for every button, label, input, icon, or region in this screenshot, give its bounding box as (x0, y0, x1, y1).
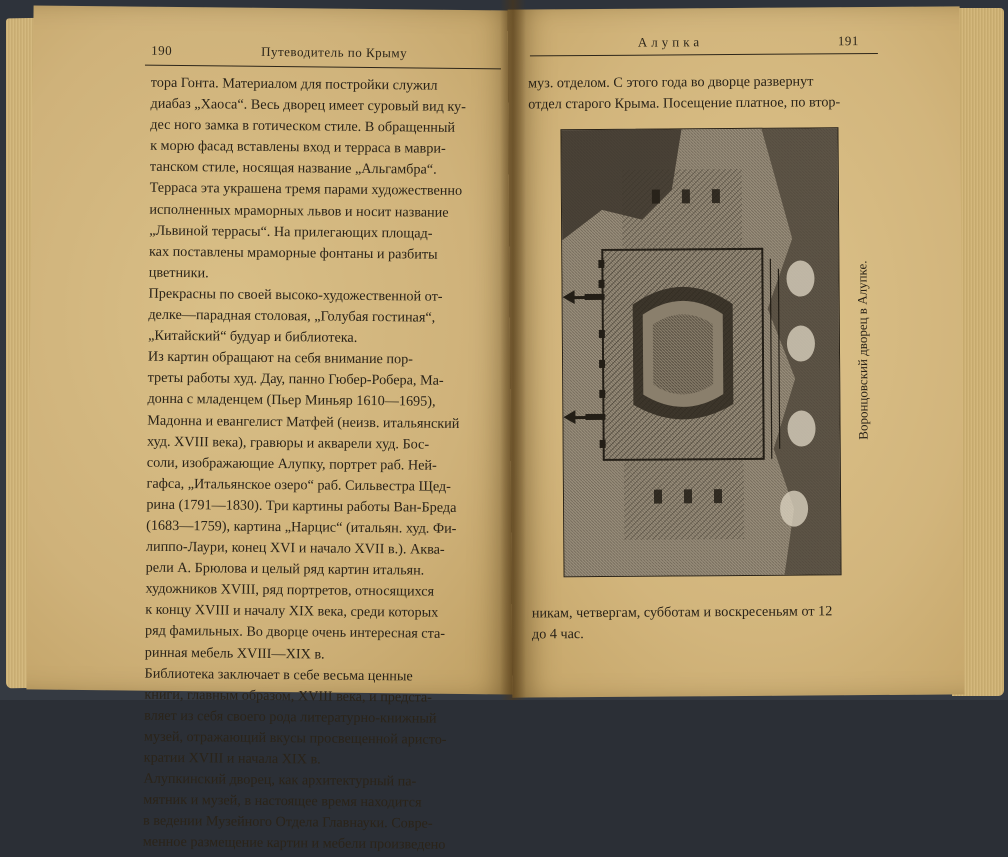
text-line: к концу XVIII и началу XIX века, среди которых (145, 602, 439, 622)
text-line: Из картин обращают на себя внимание пор- (147, 348, 414, 368)
text-line: Терраса эта украшена тремя парами художественно (149, 180, 463, 200)
left-page-text (143, 73, 511, 857)
text-line: треты работы худ. Дау, панно Гюбер-Робера, Ма- (147, 369, 444, 390)
left-page-number: 190 (151, 42, 173, 58)
text-line: Прекрасны по своей высоко-художественной от- (148, 285, 443, 305)
right-page-top-text (528, 71, 884, 116)
palace-illustration-image (561, 128, 840, 576)
text-line: (1683—1759), картина „Нарцис“ (итальян. худ. Фи- (146, 517, 457, 537)
right-running-head: Алупка (637, 34, 704, 50)
text-line: вляет из себя своего рода литературно-книжный (144, 707, 437, 727)
text-line: музей, отражающий вкусы просвещенной аристо- (143, 728, 447, 748)
text-line: муз. отделом. С этого года во дворце развернут (528, 73, 814, 92)
text-line: отдел старого Крыма. Посещение платное, по втор- (528, 94, 841, 113)
text-line: мятник и музей, в настоящее время находится (143, 791, 422, 811)
text-line: танском стиле, носящая название „Альгамбра“. (149, 159, 437, 179)
text-line: худ. XVIII века), гравюры и акварели худ. Бос- (146, 433, 430, 453)
text-line: липпо-Лаури, конец XVI и начало XVII в.). Аква- (145, 538, 445, 558)
text-line: дес ного замка в готическом стиле. В обращенный (150, 116, 456, 137)
text-line: исполненных мраморных львов и носит название (149, 201, 449, 221)
text-line: художников XVIII, ряд портретов, относящихся (145, 580, 435, 600)
palace-engraving (560, 127, 841, 577)
text-line: Мадонна и евангелист Матфей (неизв. итальянский (147, 412, 460, 432)
text-line: к морю фасад вставлены вход и терраса в маври- (150, 137, 446, 158)
text-line: донна с младенцем (Пьер Миньяр 1610—1695), (147, 391, 436, 411)
book-gutter (500, 0, 526, 700)
text-line: ках поставлены мраморные фонтаны и разбиты (148, 243, 438, 263)
text-line: „Львиной террасы“. На прилегающих площад- (149, 222, 433, 242)
text-line: тора Гонта. Материалом для постройки служил (150, 74, 438, 94)
text-line: ринная мебель XVIII—XIX в. (144, 644, 325, 663)
figure-caption-text: Воронцовский дворец в Алупке. (854, 260, 871, 440)
text-line: кратии XVIII и начала XIX в. (143, 749, 321, 768)
text-line: Библиотека заключает в себе весьма ценные (144, 665, 413, 685)
right-page-bottom-text (532, 601, 888, 646)
text-line: в ведении Музейного Отдела Главнауки. Совре- (142, 812, 433, 832)
text-line: ряд фамильных. Во дворце очень интересная ста- (144, 623, 446, 643)
text-line: никам, четвергам, субботам и воскресеньям от 12 (531, 603, 833, 622)
text-line: соли, изображающие Алупку, портрет раб. Ней- (146, 454, 437, 474)
right-page-number: 191 (837, 33, 859, 49)
left-page (26, 5, 521, 854)
text-line: цветники. (148, 264, 209, 282)
right-header-rule (530, 53, 878, 56)
text-line: делке—парадная столовая, „Голубая гостиная“, (148, 306, 436, 326)
right-page (508, 6, 965, 697)
text-line: диабаз „Хаоса“. Весь дворец имеет суровый вид ку- (150, 95, 466, 116)
left-running-head: Путеводитель по Крыму (261, 43, 408, 61)
figure-caption (848, 127, 877, 573)
left-header-rule (145, 65, 501, 70)
text-line: менное размещение картин и мебели произведено (142, 834, 446, 854)
text-line: Алупкинский дворец, как архитектурный па- (143, 770, 417, 790)
text-line: гафса, „Итальянское озеро“ раб. Сильвестра Щед- (146, 475, 452, 495)
text-line: книги, главным образом, XVIII века, и предста- (144, 686, 433, 706)
text-line: рели А. Брюлова и целый ряд картин итальян. (145, 559, 425, 579)
text-line: до 4 час. (531, 626, 584, 643)
text-line: рина (1791—1830). Три картины работы Ван-Бреда (146, 496, 457, 516)
text-line: „Китайский“ будуар и библиотека. (148, 327, 358, 346)
